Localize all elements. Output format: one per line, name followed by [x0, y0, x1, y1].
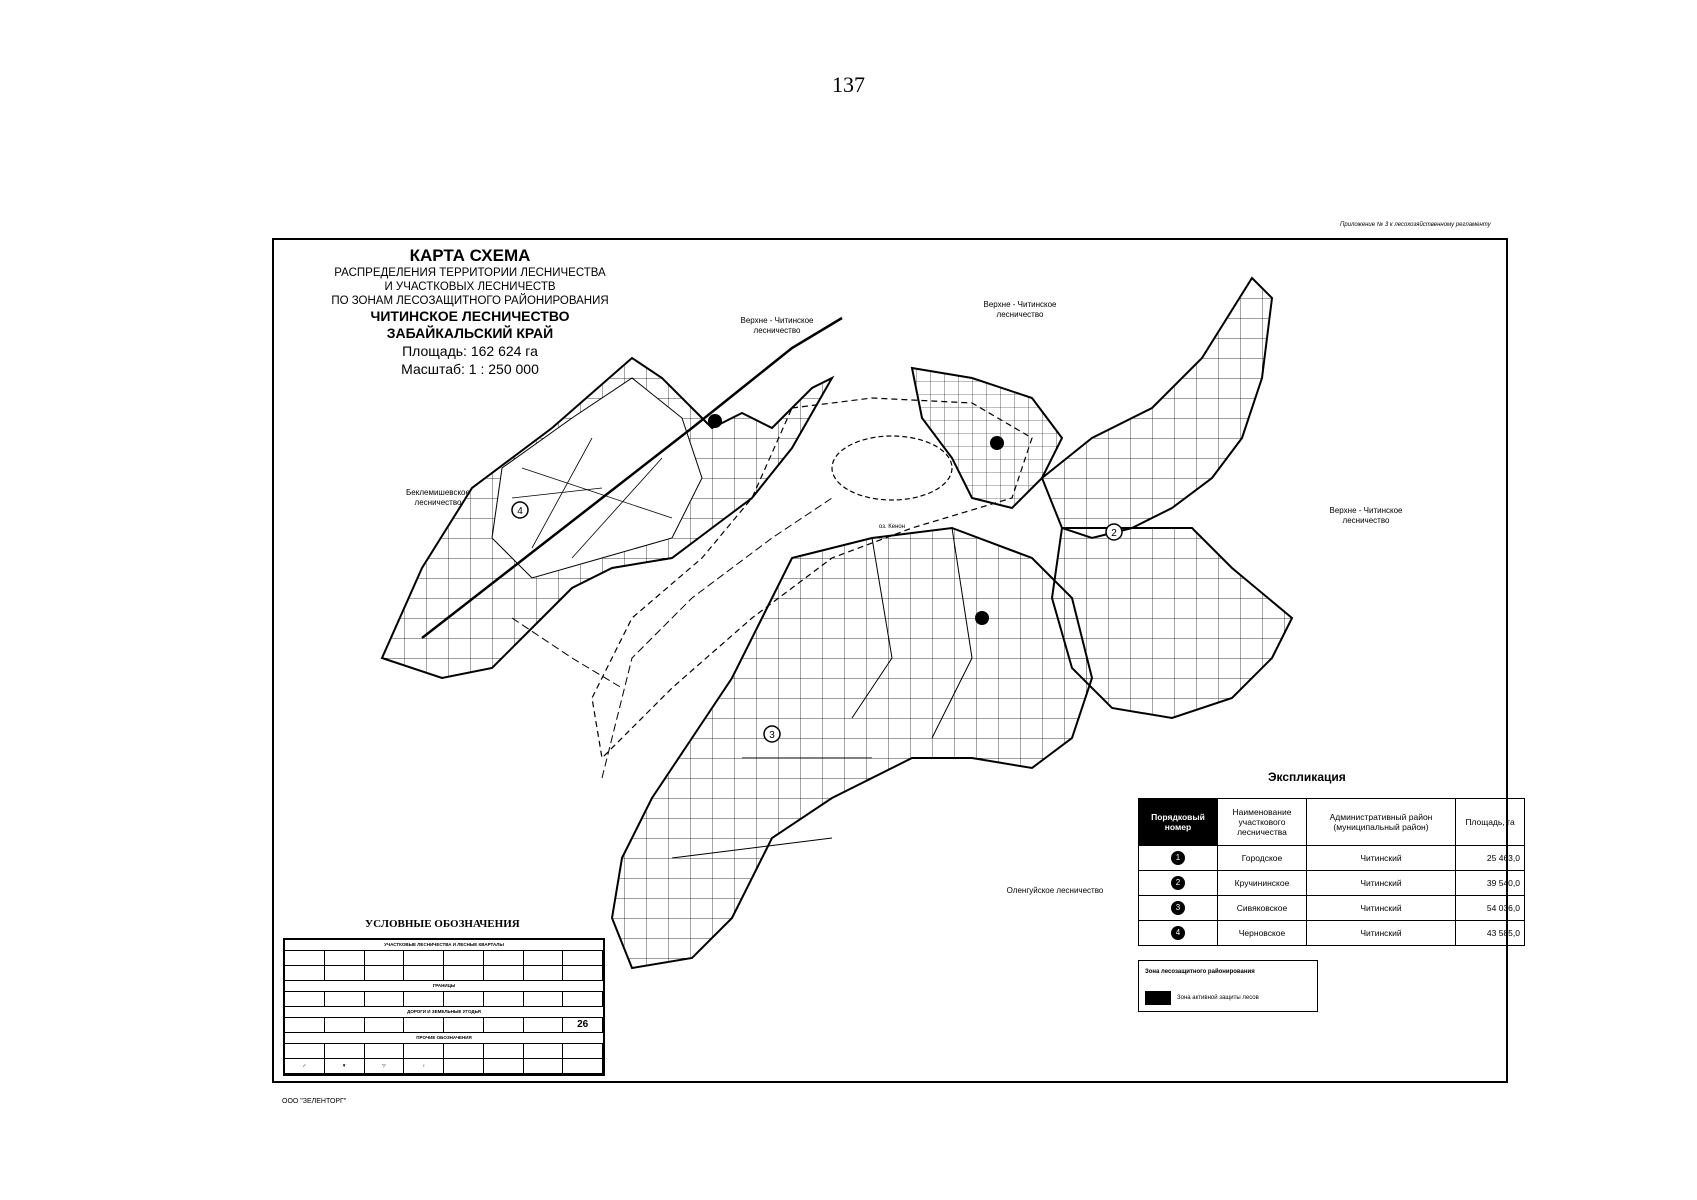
- svg-text:3: 3: [769, 730, 775, 741]
- legend-title: УСЛОВНЫЕ ОБОЗНАЧЕНИЯ: [365, 918, 520, 930]
- appendix-note: Приложение № 3 к лесохозяйственному регламенту: [1340, 222, 1491, 228]
- neighbor-beklemishevskoe: Беклемишевское лесничество: [406, 488, 470, 507]
- legend-row: [285, 951, 603, 966]
- row-name: Кручининское: [1218, 871, 1307, 896]
- row-district: Читинский: [1307, 846, 1456, 871]
- zone-marker-3: [764, 726, 780, 742]
- office-dot-1: [990, 436, 1004, 450]
- expl-header-area: Площадь, га: [1456, 799, 1525, 846]
- row-name: Черновское: [1218, 921, 1307, 946]
- expl-header-district: Административный район (муниципальный район): [1307, 799, 1456, 846]
- legend-section-4: ПРОЧИЕ ОБОЗНАЧЕНИЯ: [285, 1033, 603, 1044]
- legend-section-2: ГРАНИЦЫ: [285, 981, 603, 992]
- row-number-badge: 3: [1171, 901, 1185, 915]
- map-scale: Масштаб: 1 : 250 000: [401, 361, 539, 377]
- legend-section-3: ДОРОГИ И ЗЕМЕЛЬНЫЕ УГОДЬЯ: [285, 1007, 603, 1018]
- legend-row: [285, 1018, 603, 1033]
- footer-logo: ООО "ЗЕЛЕНТОРГ": [282, 1098, 347, 1105]
- legend-row: [285, 1044, 603, 1059]
- row-number-badge: 4: [1171, 926, 1185, 940]
- row-number-badge: 2: [1171, 876, 1185, 890]
- page-number: 137: [832, 72, 865, 97]
- map-title-block: [300, 246, 640, 378]
- svg-text:4: 4: [517, 506, 523, 517]
- row-number-badge: 1: [1171, 851, 1185, 865]
- row-district: Читинский: [1307, 921, 1456, 946]
- zoning-item: Зона активной защиты лесов: [1177, 995, 1259, 1001]
- legend-box: [283, 938, 605, 1076]
- zone-1-area: [912, 368, 1062, 508]
- row-district: Читинский: [1307, 896, 1456, 921]
- legend-row: [285, 992, 603, 1007]
- neighbor-verkhne-chitinskoe-west: Верхне - Читинское лесничество: [740, 316, 814, 335]
- zoning-title: Зона лесозащитного районирования: [1145, 969, 1255, 975]
- row-area: 39 540,0: [1456, 871, 1525, 896]
- table-row: [1139, 921, 1525, 946]
- row-district: Читинский: [1307, 871, 1456, 896]
- neighbor-verkhne-chitinskoe-east: Верхне - Читинское лесничество: [1329, 506, 1403, 525]
- zoning-legend: [1138, 960, 1318, 1012]
- legend-sample-number: 26: [563, 1018, 603, 1032]
- legend-section-1: УЧАСТКОВЫЕ ЛЕСНИЧЕСТВА И ЛЕСНЫЕ КВАРТАЛЫ: [285, 940, 603, 951]
- lake-kenon: [832, 436, 952, 500]
- office-dot-3: [975, 611, 989, 625]
- table-row: [1139, 846, 1525, 871]
- expl-header-num: Порядковый номер: [1139, 799, 1218, 846]
- legend-row: [285, 966, 603, 981]
- map-subtitle-1: РАСПРЕДЕЛЕНИЯ ТЕРРИТОРИИ ЛЕСНИЧЕСТВА: [334, 267, 606, 279]
- row-area: 25 463,0: [1456, 846, 1525, 871]
- explication-title: Экспликация: [1268, 770, 1346, 784]
- row-area: 43 585,0: [1456, 921, 1525, 946]
- zone-marker-4: [512, 502, 528, 518]
- neighbor-olenguyskoe: Оленгуйское лесничество: [1006, 886, 1104, 895]
- table-row: [1139, 871, 1525, 896]
- map-subtitle-3: ПО ЗОНАМ ЛЕСОЗАЩИТНОГО РАЙОНИРОВАНИЯ: [331, 295, 609, 307]
- forestry-name: ЧИТИНСКОЕ ЛЕСНИЧЕСТВО: [370, 308, 570, 324]
- row-name: Сивяковское: [1218, 896, 1307, 921]
- lake-label: оз. Кенон: [878, 524, 906, 530]
- zoning-swatch: [1145, 991, 1171, 1005]
- map-area: Площадь: 162 624 га: [402, 343, 538, 359]
- zone-3-area: [612, 528, 1092, 968]
- svg-text:2: 2: [1111, 528, 1117, 539]
- map-subtitle-2: И УЧАСТКОВЫХ ЛЕСНИЧЕСТВ: [384, 281, 556, 293]
- row-name: Городское: [1218, 846, 1307, 871]
- zone-marker-2: [1106, 524, 1122, 540]
- expl-header-name: Наименование участкового лесничества: [1218, 799, 1307, 846]
- region-name: ЗАБАЙКАЛЬСКИЙ КРАЙ: [386, 325, 554, 341]
- legend-row: ✓ ▼ ▽ ♀: [285, 1059, 603, 1074]
- table-row: [1139, 896, 1525, 921]
- office-dot-4: [708, 414, 722, 428]
- row-area: 54 036,0: [1456, 896, 1525, 921]
- explication-table: [1138, 798, 1525, 946]
- neighbor-verkhne-chitinskoe-north: Верхне - Читинское лесничество: [983, 300, 1057, 319]
- map-title: КАРТА СХЕМА: [409, 246, 531, 265]
